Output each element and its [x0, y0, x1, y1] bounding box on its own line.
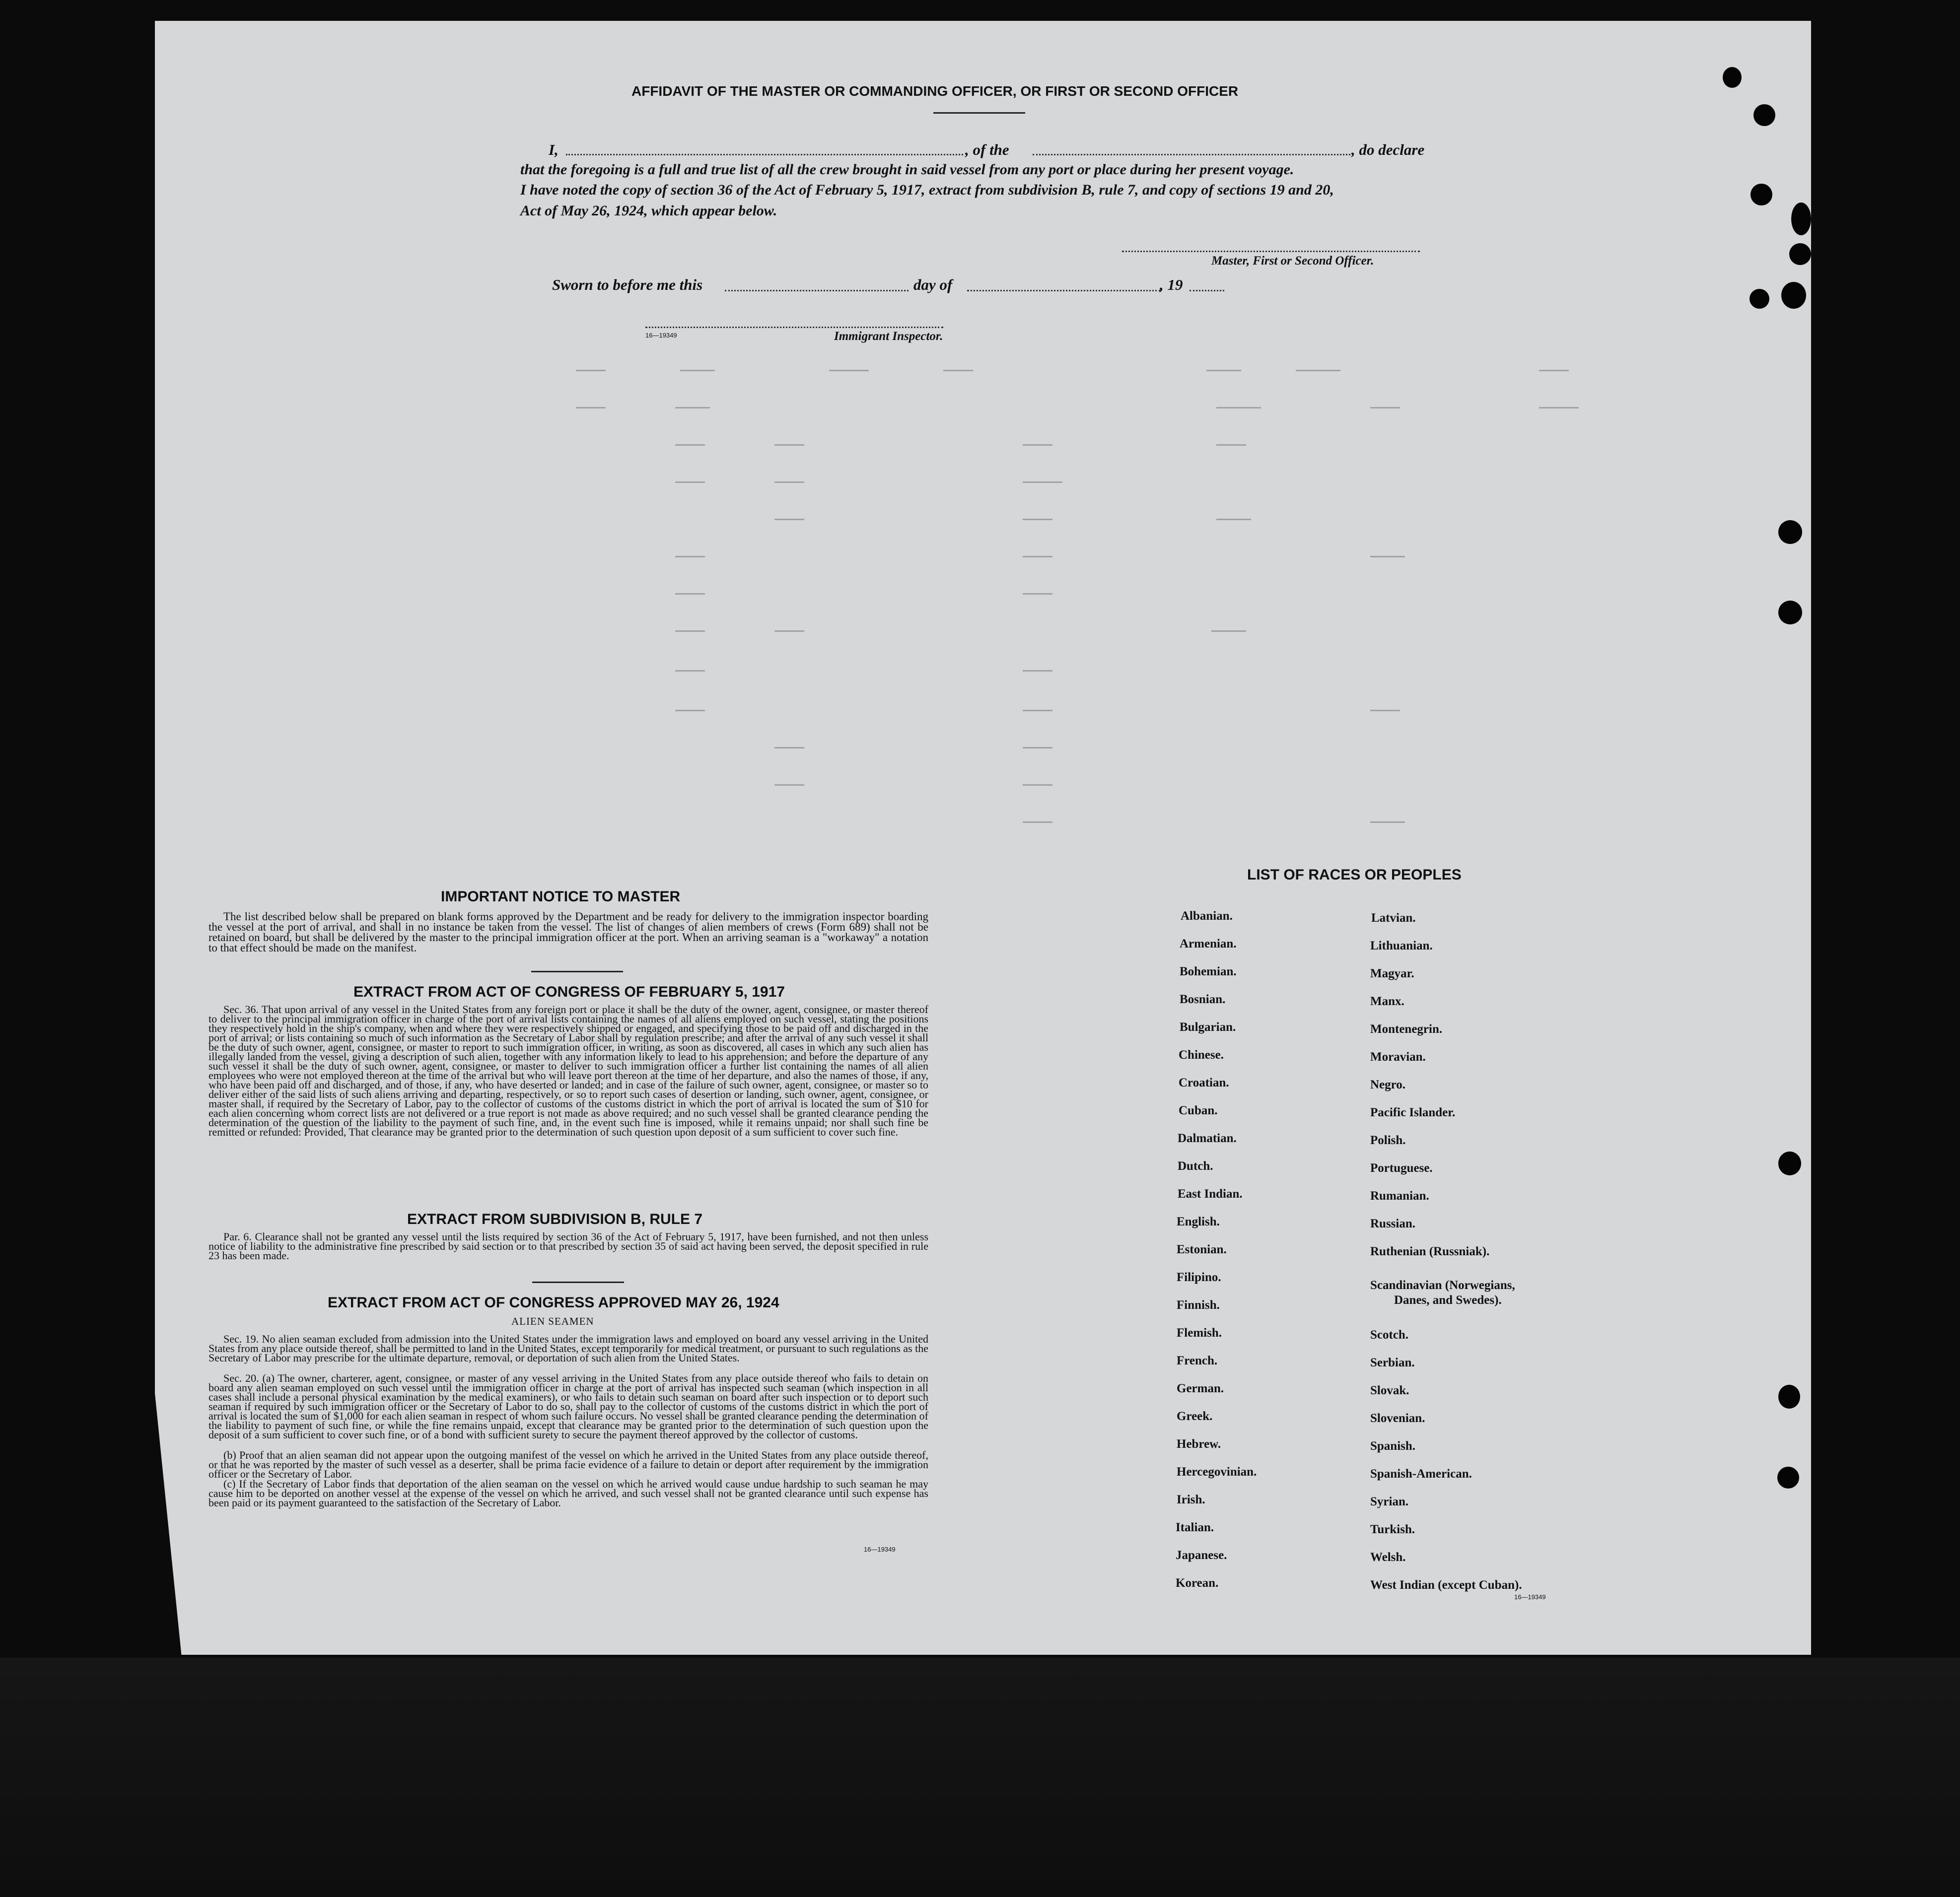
name-blank [566, 154, 963, 155]
extract-1917-title: EXTRACT FROM ACT OF CONGRESS OF FEBRUARY 5, 1917 [353, 984, 785, 1000]
race-item: Syrian. [1370, 1495, 1409, 1508]
notice-body: The list described below shall be prepared on blank forms approved by the Department and be ready for delivery to the immigration inspector boarding the vessel at the port of arrival, and shall in no instance be taken from the vessel. The list of changes of alien members of crews (Form 689) shall not be retained on board, but shall be delivered by the master to the principal immigration officer at the port. When an arriving seaman is a "workaway" a notation to that effect should be made on the manifest. [209, 910, 928, 954]
punch-hole [1750, 184, 1772, 205]
punch-hole [1750, 289, 1769, 309]
race-item: Dutch. [1178, 1159, 1213, 1173]
sworn-month-blank [967, 290, 1161, 291]
extract-rule7-title: EXTRACT FROM SUBDIVISION B, RULE 7 [407, 1211, 703, 1227]
race-item: Cuban. [1179, 1104, 1218, 1117]
race-item: Portuguese. [1370, 1161, 1433, 1175]
race-item: East Indian. [1178, 1187, 1243, 1201]
extract-rule7-body: Par. 6. Clearance shall not be granted any vessel until the lists required by section 36 of the Act of February 5, 1917, have been furnished, and not then unless notice of liability to the administrative fine prescribed by said section or to that prescribed by section 35 of said act having been served, the deposit specified in rule 23 has been made. [209, 1230, 928, 1262]
race-item: Greek. [1177, 1410, 1213, 1423]
race-item: Russian. [1370, 1217, 1416, 1230]
race-item: Negro. [1370, 1078, 1406, 1091]
race-item: Bosnian. [1180, 993, 1226, 1006]
race-item: Ruthenian (Russniak). [1370, 1245, 1490, 1258]
race-item: Filipino. [1177, 1271, 1221, 1284]
declaration-line-2: that the foregoing is a full and true list of all the crew brought in said vessel from any port or place during her present voyage. [520, 161, 1294, 178]
race-item: Slovenian. [1370, 1412, 1425, 1425]
race-item: Bulgarian. [1180, 1020, 1236, 1034]
sworn-year-blank [1190, 290, 1224, 291]
race-item: English. [1177, 1215, 1220, 1228]
race-item: Scotch. [1370, 1328, 1409, 1342]
race-item: Magyar. [1370, 967, 1414, 980]
title-divider [933, 112, 1025, 114]
race-item: Montenegrin. [1370, 1022, 1443, 1036]
punch-hole [1789, 243, 1811, 265]
punch-hole [1723, 67, 1742, 88]
sworn-year: , 19 [1160, 276, 1183, 293]
extract-1924-subtitle: ALIEN SEAMEN [511, 1315, 594, 1327]
race-item: Turkish. [1370, 1523, 1415, 1536]
race-item: Flemish. [1177, 1326, 1222, 1340]
inspector-label: Immigrant Inspector. [834, 330, 943, 343]
race-item: Italian. [1176, 1521, 1214, 1534]
race-item: Serbian. [1370, 1356, 1415, 1369]
race-item: Irish. [1177, 1493, 1205, 1506]
notice-title: IMPORTANT NOTICE TO MASTER [441, 888, 681, 905]
race-item: Dalmatian. [1178, 1132, 1237, 1145]
declaration-line-4: Act of May 26, 1924, which appear below. [520, 203, 777, 219]
master-signature-label: Master, First or Second Officer. [1211, 254, 1374, 268]
race-item: Albanian. [1181, 909, 1233, 923]
race-item: Estonian. [1177, 1243, 1227, 1256]
punch-hole [1781, 282, 1806, 309]
race-item: Polish. [1370, 1134, 1406, 1147]
affidavit-title: AFFIDAVIT OF THE MASTER OR COMMANDING OFFICER, OR FIRST OR SECOND OFFICER [631, 83, 1239, 99]
race-item: Finnish. [1177, 1298, 1220, 1312]
rule7-divider [532, 1282, 624, 1283]
extract-1924-sec20c: (c) If the Secretary of Labor finds that deportation of the alien seaman on the vessel on which he arrived would cause undue hardship to such seaman he may cause him to be deported on another vessel at the expense of the vessel on which he arrived, and such vessel shall not be granted clearance until such expense has been paid or its payment guaranteed to the satisfaction of the Secretary of Labor. [209, 1478, 928, 1509]
extract-1924-sec20a: Sec. 20. (a) The owner, charterer, agent, consignee, or master of any vessel arriving in the United States from any place outside thereof who fails to detain on board any alien seaman employed on such vessel until the immigration officer in charge at the port of arrival has inspected such seaman (which inspection in all cases shall include a personal physical examination by the medical examiners), or who fails to detain such seaman on board after such inspection or to deport such seaman if required by such immigration officer or the Secretary of Labor to do so, shall pay to the collector of customs of the customs district in which the port of arrival is located the sum of $1,000 for each alien seaman in respect of whom such failure occurs. No vessel shall be granted clearance pending the determination of the liability to payment of such fine, or while the fine remains unpaid, except that clearance may be granted prior to the determination of such question upon the deposit of a sum sufficient to cover such fine, or of a bond with sufficient surety to secure the payment thereof approved by the collector of customs. [209, 1372, 928, 1441]
extract-1924-sec20b: (b) Proof that an alien seaman did not appear upon the outgoing manifest of the vessel on which he arrived in the United States from any place outside thereof, or that he was reported by the master of such vessel as a deserter, shall be prima facie evidence of a failure to detain or deport after requirement by the immigration officer or the Secretary of Labor. [209, 1449, 928, 1480]
race-item: Manx. [1370, 995, 1404, 1008]
declaration-i: I, [549, 141, 559, 158]
declaration-do-declare: , do declare [1351, 141, 1425, 158]
races-form-number: 16—19349 [1514, 1593, 1546, 1601]
race-item: Rumanian. [1370, 1189, 1429, 1203]
extract-1924-title: EXTRACT FROM ACT OF CONGRESS APPROVED MAY 26, 1924 [328, 1294, 779, 1311]
race-item: German. [1177, 1382, 1224, 1395]
race-item: Moravian. [1370, 1050, 1426, 1064]
race-item: French. [1177, 1354, 1218, 1367]
race-item: Spanish-American. [1370, 1467, 1472, 1481]
declaration-line-3: I have noted the copy of section 36 of the Act of February 5, 1917, extract from subdivision B, rule 7, and copy of sections 19 and 20, [520, 182, 1334, 198]
race-item: Chinese. [1179, 1048, 1224, 1062]
extract-1917-body: Sec. 36. That upon arrival of any vessel in the United States from any foreign port or place it shall be the duty of the owner, agent, consignee, or master thereof to deliver to the principal immigration officer in charge of the port of arrival lists containing the names of all aliens employed on such vessel, stating the positions they respectively hold in the ship's company, when and where they were respectively shipped or engaged, and specifying those to be paid off and discharged in the port of arrival; or lists containing so much of such information as the Secretary of Labor shall by regulation prescribe; and after the arrival of any such vessel it shall be the duty of such owner, agent, consignee, or master to report to such immigration officer, in writing, as soon as discovered, all cases in which any such alien has illegally landed from the vessel, giving a description of such alien, together with any information likely to lead to his apprehension; and before the departure of any such vessel it shall be the duty of such owner, agent, consignee, or master to deliver to such immigration officer a further list containing the names of all alien employees who were not employed thereon at the time of the arrival but who will leave port thereon at the time of her departure, and also the names of those, if any, who have been paid off and discharged, and of those, if any, who have deserted or landed; and in case of the failure of such owner, agent, consignee, or master so to deliver either of the said lists of such aliens arriving and departing, respectively, or so to report such cases of desertion or landing, such owner, agent, consignee, or master shall, if required by the Secretary of Labor, pay to the collector of customs of the customs district in which the port of arrival is located the sum of $10 for each alien concerning whom correct lists are not delivered or a true report is not made as above required; and no such vessel shall be granted clearance pending the determination of the question of the liability to the payment of such fine, and, in the event such fine is imposed, while it remains unpaid; nor shall such fine be remitted or refunded: Provided, That clearance may be granted prior to the determination of such question upon deposit of a sum sufficient to cover such fine. [209, 1003, 928, 1138]
race-item: Croatian. [1179, 1076, 1229, 1089]
race-item: Latvian. [1371, 911, 1416, 925]
race-item: Hercegovinian. [1177, 1465, 1257, 1479]
declaration-of-the: , of the [965, 141, 1009, 158]
race-item: Pacific Islander. [1370, 1106, 1456, 1119]
race-item: Welsh. [1370, 1551, 1406, 1564]
race-item: Lithuanian. [1370, 939, 1433, 952]
notice-divider [531, 971, 623, 972]
master-signature-line [1122, 251, 1420, 252]
race-item: Japanese. [1176, 1549, 1227, 1562]
race-item: Bohemian. [1180, 965, 1237, 978]
scanner-bed [0, 1658, 1960, 1897]
sworn-day-blank [725, 290, 909, 291]
race-item: West Indian (except Cuban). [1370, 1578, 1522, 1592]
race-item: Slovak. [1370, 1384, 1409, 1397]
vessel-blank [1033, 154, 1350, 155]
inspector-signature-line [645, 327, 943, 328]
punch-hole [1753, 104, 1775, 126]
race-item: Korean. [1176, 1576, 1219, 1590]
sworn-day-of: day of [913, 276, 953, 293]
races-title: LIST OF RACES OR PEOPLES [1247, 867, 1462, 883]
race-item: Armenian. [1180, 937, 1237, 950]
race-item: Hebrew. [1177, 1437, 1221, 1451]
race-item: Danes, and Swedes). [1394, 1293, 1502, 1307]
affidavit-form-number: 16—19349 [645, 332, 677, 339]
punch-hole [1791, 203, 1811, 235]
extract-1924-form-number: 16—19349 [864, 1546, 896, 1553]
extract-1924-sec19: Sec. 19. No alien seaman excluded from admission into the United States under the immigration laws and employed on board any vessel arriving in the United States from any place outside thereof, shall be permitted to land in the United States, except temporarily for medical treatment, or pursuant to such regulations as the Secretary of Labor may prescribe for the ultimate departure, removal, or deportation of such alien from the United States. [209, 1333, 928, 1364]
race-item: Scandinavian (Norwegians, [1370, 1279, 1515, 1292]
race-item: Spanish. [1370, 1439, 1416, 1453]
sworn-before: Sworn to before me this [552, 276, 703, 293]
